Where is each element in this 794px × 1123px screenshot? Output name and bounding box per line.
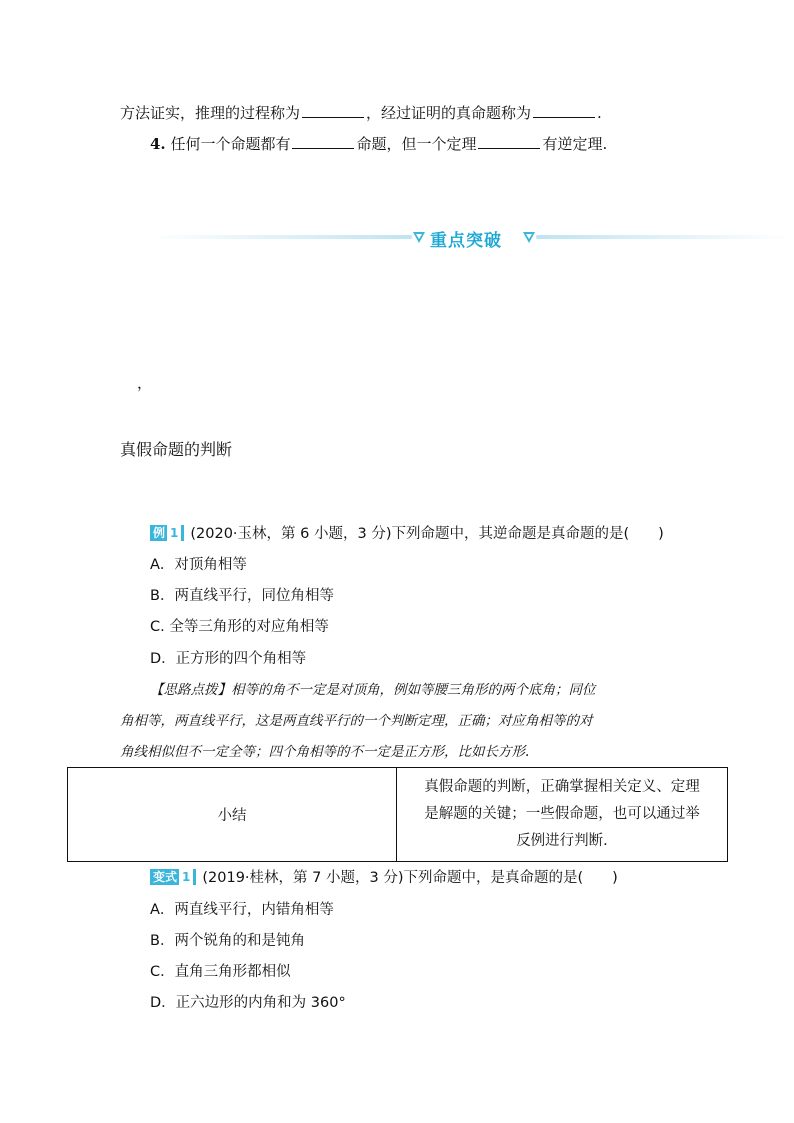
summary-content-line: 反例进行判断. — [516, 833, 608, 849]
intro-text-a: 方法证实，推理的过程称为 — [120, 104, 301, 122]
variant-tag-number: 1 — [179, 869, 193, 885]
section-heading: 真假命题的判断 — [120, 440, 233, 459]
banner-right-rule — [536, 235, 790, 239]
summary-content — [406, 774, 718, 855]
hint-line-1: 【思路点拨】相等的角不一定是对顶角，例如等腰三角形的两个底角；同位 — [150, 682, 596, 698]
example-tag-label: 例 — [153, 526, 166, 540]
summary-divider — [396, 768, 397, 861]
stray-mark: ， — [137, 374, 153, 392]
item-number: 4. — [150, 135, 166, 153]
banner-left-rule — [150, 235, 412, 239]
answer-blank — [533, 103, 595, 118]
variant-option-d: D．正六边形的内角和为 360° — [150, 995, 346, 1011]
intro-text-b: 命题，但一个定理 — [356, 135, 477, 153]
variant-option-c: C．直角三角形都相似 — [150, 964, 291, 980]
variant-tag-label: 变式 — [153, 870, 178, 884]
summary-content-line: 是解题的关键；一些假命题，也可以通过举 — [424, 806, 700, 822]
variant-tag — [150, 869, 196, 885]
variant-question — [150, 868, 618, 888]
example-tag-number: 1 — [167, 525, 181, 541]
example-option-b: B．两直线平行，同位角相等 — [150, 588, 334, 604]
example-option-d: D．正方形的四个角相等 — [150, 651, 307, 667]
answer-blank — [302, 103, 364, 118]
intro-text-b: ，经过证明的真命题称为 — [366, 104, 532, 122]
variant-source: (2019·桂林，第 7 小题，3 分)下列命题中，是真命题的是( ) — [202, 870, 618, 886]
banner-title: 重点突破 — [430, 231, 502, 251]
intro-text-c: . — [597, 104, 602, 122]
hint-line-3: 角线相似但不一定全等；四个角相等的不一定是正方形，比如长方形. — [120, 744, 530, 760]
answer-blank — [292, 134, 354, 149]
hint-line-2: 角相等，两直线平行，这是两直线平行的一个判断定理，正确；对应角相等的对 — [120, 713, 593, 729]
intro-line-1 — [120, 103, 602, 123]
summary-label: 小结 — [217, 808, 247, 824]
intro-text-c: 有逆定理. — [542, 135, 608, 153]
example-option-c: C. 全等三角形的对应角相等 — [150, 619, 329, 635]
answer-blank — [478, 134, 540, 149]
variant-option-a: A．两直线平行，内错角相等 — [150, 902, 334, 918]
banner-right-arrow-icon — [522, 230, 536, 244]
summary-content-line: 真假命题的判断，正确掌握相关定义、定理 — [424, 779, 700, 795]
summary-table — [67, 767, 728, 862]
banner-left-arrow-icon — [412, 230, 426, 244]
example-option-a: A．对顶角相等 — [150, 557, 247, 573]
example-question — [150, 524, 664, 544]
intro-text-a: 任何一个命题都有 — [170, 135, 291, 153]
variant-option-b: B．两个锐角的和是钝角 — [150, 933, 305, 949]
example-tag — [150, 525, 184, 541]
example-source: (2020·玉林，第 6 小题，3 分)下列命题中，其逆命题是真命题的是( ) — [190, 526, 664, 542]
section-banner — [150, 226, 790, 251]
intro-line-2 — [150, 134, 607, 154]
